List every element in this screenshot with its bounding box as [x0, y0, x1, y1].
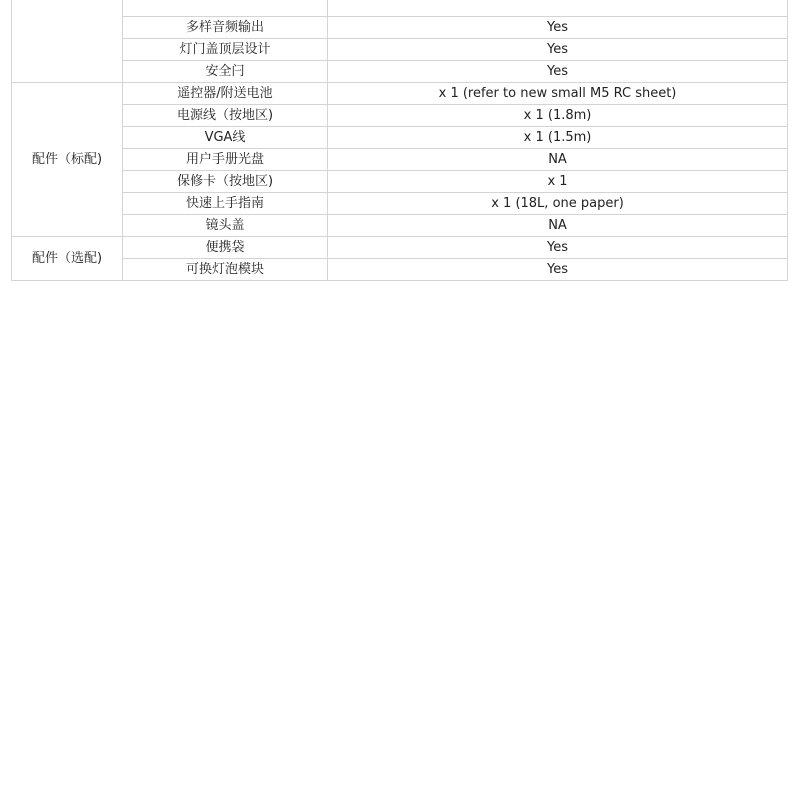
- table-row: [12, 215, 788, 237]
- item-cell: 快速上手指南: [123, 193, 328, 215]
- table-row: [12, 0, 788, 17]
- table-row: [12, 83, 788, 105]
- item-cell: 电源线（按地区): [123, 105, 328, 127]
- item-cell: 可换灯泡模块: [123, 259, 328, 281]
- value-cell: Yes: [328, 237, 788, 259]
- table-row: [12, 171, 788, 193]
- table-row: [12, 127, 788, 149]
- value-cell: x 1: [328, 171, 788, 193]
- table-row: [12, 17, 788, 39]
- group-label-cell: 配件（标配): [12, 83, 123, 237]
- value-cell: Yes: [328, 39, 788, 61]
- item-cell: [123, 0, 328, 17]
- value-cell: NA: [328, 215, 788, 237]
- item-cell: 安全闩: [123, 61, 328, 83]
- item-cell: 遥控器/附送电池: [123, 83, 328, 105]
- value-cell: x 1 (refer to new small M5 RC sheet): [328, 83, 788, 105]
- table-row: [12, 105, 788, 127]
- value-cell: Yes: [328, 61, 788, 83]
- item-cell: 保修卡（按地区): [123, 171, 328, 193]
- item-cell: VGA线: [123, 127, 328, 149]
- value-cell: [328, 0, 788, 17]
- item-cell: 镜头盖: [123, 215, 328, 237]
- table-row: [12, 259, 788, 281]
- value-cell: Yes: [328, 17, 788, 39]
- item-cell: 灯门盖顶层设计: [123, 39, 328, 61]
- value-cell: x 1 (1.8m): [328, 105, 788, 127]
- item-cell: 便携袋: [123, 237, 328, 259]
- table-row: [12, 237, 788, 259]
- spec-table: [11, 0, 788, 281]
- group-label-cell: 配件（选配): [12, 237, 123, 281]
- table-row: [12, 149, 788, 171]
- group-label-cell: [12, 0, 123, 83]
- item-cell: 用户手册光盘: [123, 149, 328, 171]
- value-cell: x 1 (18L, one paper): [328, 193, 788, 215]
- table-row: [12, 39, 788, 61]
- table-row: [12, 61, 788, 83]
- value-cell: NA: [328, 149, 788, 171]
- value-cell: Yes: [328, 259, 788, 281]
- value-cell: x 1 (1.5m): [328, 127, 788, 149]
- table-row: [12, 193, 788, 215]
- item-cell: 多样音频输出: [123, 17, 328, 39]
